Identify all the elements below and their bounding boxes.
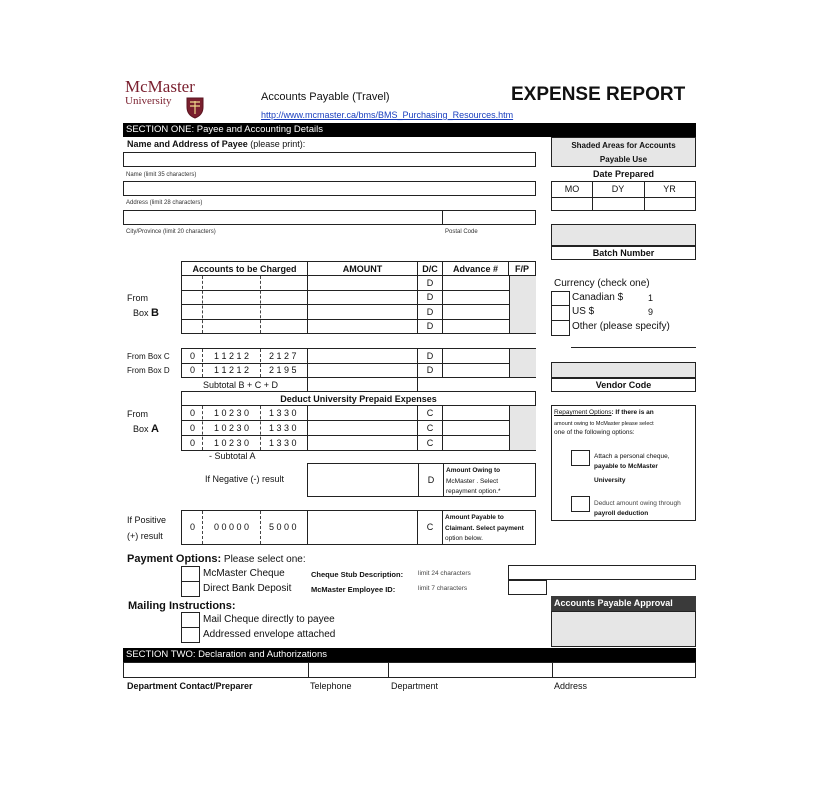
col-dc-header <box>417 261 443 276</box>
c-row-b: 1 1 2 1 2 <box>214 351 250 361</box>
section-one-bar: SECTION ONE: Payee and Accounting Details <box>123 123 696 137</box>
repay-payroll-line1: Deduct amount owing through <box>594 500 681 507</box>
mail-cheque-label: Mail Cheque directly to payee <box>203 614 335 625</box>
page-title: EXPENSE REPORT <box>511 84 686 105</box>
approval-box <box>551 611 696 647</box>
payment-options-heading <box>127 553 306 565</box>
owing-line2: McMaster . Select <box>446 478 499 485</box>
currency-us-checkbox[interactable] <box>551 305 570 321</box>
positive-result-row[interactable] <box>181 510 536 545</box>
payee-label <box>127 139 305 149</box>
section-two-bar: SECTION TWO: Declaration and Authorizations <box>123 648 696 662</box>
a-row2-dc: C <box>426 423 434 433</box>
postal-hint: Postal Code <box>445 229 478 235</box>
approval-bar: Accounts Payable Approval <box>551 596 696 611</box>
stub-label: Cheque Stub Description: <box>311 570 404 579</box>
payee-hint: (please print): <box>250 139 306 149</box>
a-row3-c: 1 3 3 0 <box>269 438 297 448</box>
year-label: YR <box>663 184 676 194</box>
d-row-b: 1 1 2 1 2 <box>214 365 250 375</box>
logo-line1: McMaster <box>125 77 195 96</box>
pos-row-dc: C <box>426 522 434 532</box>
box-a-rows[interactable] <box>181 405 536 451</box>
repayment-line2: amount owing to McMaster please select <box>554 421 654 427</box>
batch-label: Batch Number <box>592 248 655 258</box>
deduct-title: Deduct University Prepaid Expenses <box>280 394 437 404</box>
envelope-checkbox[interactable] <box>181 627 200 643</box>
subtotal-a-label: - Subtotal A <box>209 451 256 461</box>
currency-canadian-code: 1 <box>648 293 654 303</box>
from-a-line1: From <box>127 409 148 419</box>
employee-id-field[interactable] <box>508 580 547 595</box>
col-amount-header <box>307 261 418 276</box>
c-row-a: 0 <box>190 351 196 361</box>
c-row-c: 2 1 2 7 <box>269 351 297 361</box>
currency-other-label: Other (please specify) <box>572 321 670 332</box>
box-cd-rows[interactable] <box>181 348 536 378</box>
repay-payroll-checkbox[interactable] <box>571 496 590 512</box>
stub-description-field[interactable] <box>508 565 696 580</box>
payable-line3: option below. <box>445 535 483 542</box>
d-row-a: 0 <box>190 365 196 375</box>
shaded-line2: Payable Use <box>599 155 648 164</box>
currency-us-label: US $ <box>572 306 595 317</box>
month-label: MO <box>564 184 580 194</box>
day-label: DY <box>611 184 625 194</box>
fp-header-text: F/P <box>514 264 529 274</box>
mcmaster-cheque-label: McMaster Cheque <box>203 568 285 579</box>
from-b-line2 <box>133 307 159 319</box>
city-hint: City/Province (limit 20 characters) <box>126 229 216 235</box>
payable-line1: Amount Payable to <box>445 514 504 521</box>
pos-row-c: 5 0 0 0 <box>269 522 297 532</box>
currency-us-code: 9 <box>648 307 654 317</box>
telephone-label: Telephone <box>310 681 352 691</box>
currency-canadian-label: Canadian $ <box>572 292 624 303</box>
date-prepared-grid[interactable] <box>551 181 696 211</box>
payee-label-bold: Name and Address of Payee <box>127 139 248 149</box>
from-b-line1: From <box>127 293 148 303</box>
d-row-c: 2 1 9 5 <box>269 365 297 375</box>
if-positive-line1: If Positive <box>127 515 167 525</box>
from-a-letter: A <box>151 423 159 435</box>
c-row-dc: D <box>426 351 434 361</box>
vendor-shade <box>551 362 696 378</box>
dept-name: Accounts Payable (Travel) <box>261 91 390 103</box>
payee-name-field[interactable] <box>123 152 536 167</box>
mailing-title: Mailing Instructions: <box>128 600 236 612</box>
dc-header-text: D/C <box>422 264 438 274</box>
from-a-line2 <box>133 423 159 435</box>
negative-result-row[interactable] <box>307 463 536 497</box>
col-fp-header <box>508 261 536 276</box>
payment-title: Payment Options: <box>127 553 222 565</box>
a-row3-a: 0 <box>190 438 196 448</box>
pos-row-b: 0 0 0 0 0 <box>214 522 250 532</box>
direct-deposit-checkbox[interactable] <box>181 581 200 597</box>
repayment-title: Repayment Options <box>554 409 612 416</box>
repayment-line3: one of the following options: <box>554 429 635 436</box>
amount-header-text: AMOUNT <box>342 264 383 274</box>
payable-line2: Claimant. Select payment <box>445 525 524 532</box>
mcmaster-cheque-checkbox[interactable] <box>181 566 200 582</box>
a-row1-b: 1 0 2 3 0 <box>214 408 250 418</box>
crest-icon <box>186 97 204 119</box>
batch-shade <box>551 224 696 246</box>
advance-header-text: Advance # <box>452 264 499 274</box>
from-a-box: Box <box>133 424 149 434</box>
department-label: Department <box>391 681 439 691</box>
box-b-rows[interactable] <box>181 275 536 334</box>
if-positive-line2: (+) result <box>127 531 163 541</box>
direct-deposit-label: Direct Bank Deposit <box>203 583 292 594</box>
subtotal-bcd-label: Subtotal B + C + D <box>203 380 279 390</box>
from-c-label: From Box C <box>127 352 170 361</box>
from-d-label: From Box D <box>127 366 170 375</box>
deduct-title-bar <box>181 391 536 406</box>
shaded-areas-box <box>551 137 696 167</box>
a-row1-c: 1 3 3 0 <box>269 408 297 418</box>
a-row1-a: 0 <box>190 408 196 418</box>
repayment-heading <box>554 409 654 416</box>
d-row-dc: D <box>426 365 434 375</box>
owing-line3: repayment option.* <box>446 488 501 495</box>
contact-label: Department Contact/Preparer <box>127 681 253 691</box>
repay-payroll-line2: payroll deduction <box>594 510 649 517</box>
b-row2-dc: D <box>426 292 434 302</box>
b-row3-dc: D <box>426 307 434 317</box>
repay-cheque-line1: Attach a personal cheque, <box>594 453 670 460</box>
postal-code-field[interactable] <box>442 210 536 225</box>
pos-row-a: 0 <box>190 522 196 532</box>
employee-id-limit: limit 7 characters <box>418 585 468 592</box>
a-row2-b: 1 0 2 3 0 <box>214 423 250 433</box>
stub-limit: limit 24 characters <box>418 570 471 577</box>
if-negative-label: If Negative (-) result <box>205 474 285 484</box>
envelope-label: Addressed envelope attached <box>203 629 336 640</box>
from-b-box: Box <box>133 308 149 318</box>
a-row1-dc: C <box>426 408 434 418</box>
currency-title: Currency (check one) <box>554 278 650 289</box>
a-row3-dc: C <box>426 438 434 448</box>
a-row3-b: 1 0 2 3 0 <box>214 438 250 448</box>
b-row1-dc: D <box>426 278 434 288</box>
date-prepared-label: Date Prepared <box>592 169 655 179</box>
employee-id-label: McMaster Employee ID: <box>311 585 396 594</box>
name-hint: Name (limit 35 characters) <box>126 172 197 178</box>
resources-link[interactable]: http://www.mcmaster.ca/bms/BMS_Purchasing_Resources.htm <box>261 110 514 120</box>
repayment-after: : If there is an <box>611 409 654 416</box>
repay-cheque-line2: payable to McMaster <box>594 463 658 470</box>
address-hint: Address (limit 28 characters) <box>126 200 203 206</box>
repay-cheque-checkbox[interactable] <box>571 450 590 466</box>
col-accounts-header <box>181 261 308 276</box>
subtotal-bcd-amount[interactable] <box>307 377 418 392</box>
declaration-row[interactable] <box>123 662 696 678</box>
vendor-label: Vendor Code <box>595 380 652 390</box>
mail-cheque-checkbox[interactable] <box>181 612 200 628</box>
accounts-header-text: Accounts to be Charged <box>192 264 297 274</box>
payee-address-field[interactable] <box>123 181 536 196</box>
owing-line1: Amount Owing to <box>446 467 501 474</box>
payment-hint: Please select one: <box>223 554 306 565</box>
col-advance-header <box>442 261 509 276</box>
logo-line2: University <box>125 95 172 107</box>
b-row4-dc: D <box>426 321 434 331</box>
batch-number-box <box>551 246 696 260</box>
repay-cheque-line3: University <box>594 477 626 484</box>
payee-city-field[interactable] <box>123 210 443 225</box>
address-label: Address <box>554 681 588 691</box>
a-row2-a: 0 <box>190 423 196 433</box>
a-row2-c: 1 3 3 0 <box>269 423 297 433</box>
from-b-letter: B <box>151 307 159 319</box>
currency-other-checkbox[interactable] <box>551 320 570 336</box>
shaded-line1: Shaded Areas for Accounts <box>571 141 676 150</box>
negative-dc: D <box>427 475 435 485</box>
repayment-options-box <box>551 405 696 521</box>
vendor-code-box <box>551 378 696 392</box>
currency-other-line[interactable] <box>571 347 696 348</box>
